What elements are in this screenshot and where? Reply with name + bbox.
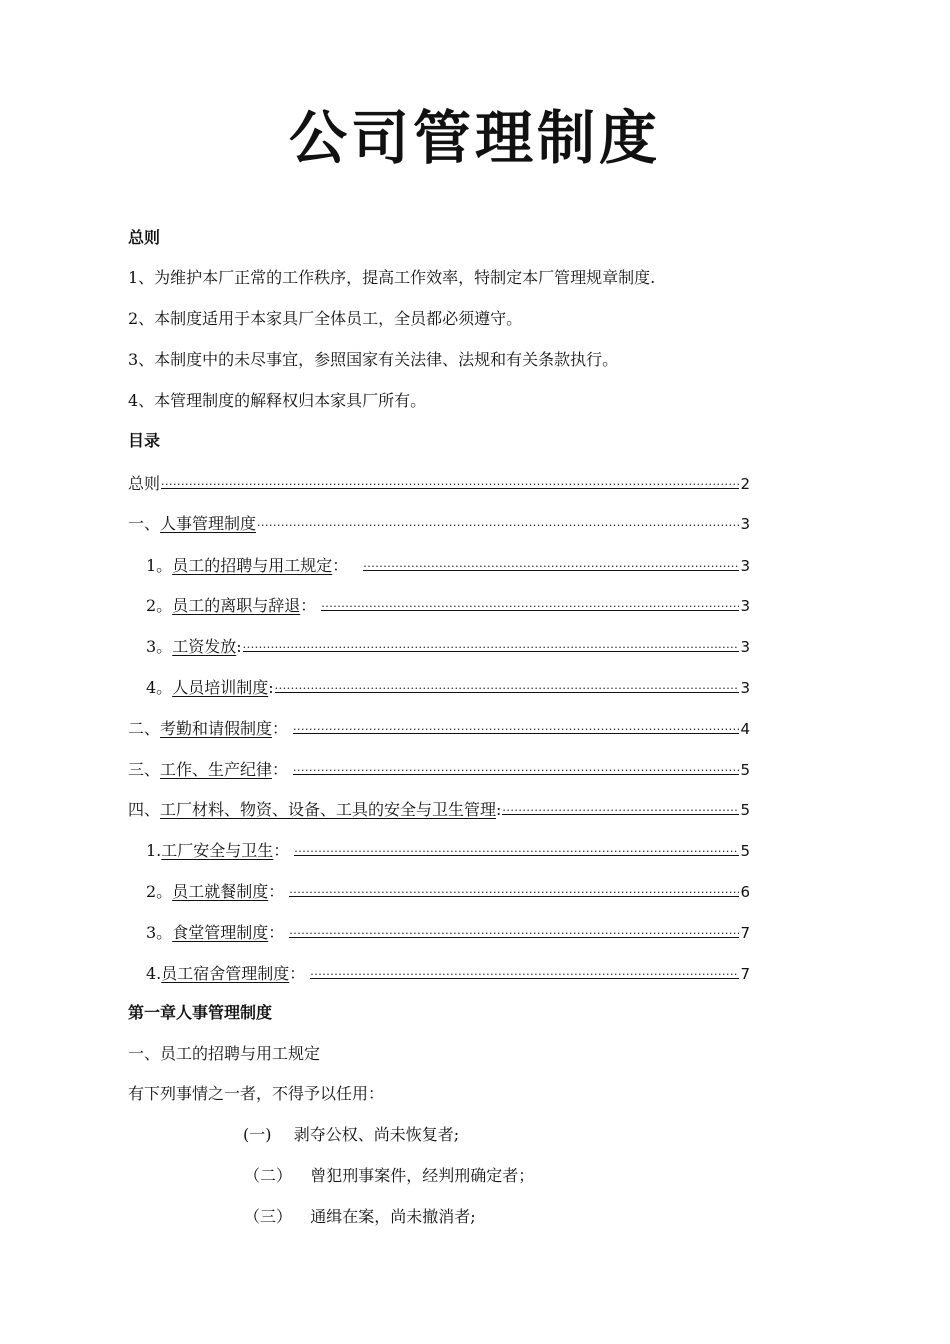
toc-entry-label[interactable]: 总则 — [128, 474, 161, 493]
toc-entry[interactable] — [146, 960, 750, 986]
general-item-3: 3、本制度中的未尽事宜，参照国家有关法律、法规和有关条款执行。 — [128, 350, 619, 369]
toc-entry-number: 一、 — [128, 514, 161, 533]
toc-entry-label[interactable]: 工资发放 — [172, 637, 237, 656]
toc-entry-separator: ： — [272, 760, 289, 779]
toc-entry-separator: : — [236, 637, 242, 656]
toc-entry-label[interactable]: 员工就餐制度 — [172, 882, 269, 901]
toc-leader-dots — [293, 756, 739, 775]
toc-entry[interactable] — [128, 511, 750, 536]
toc-leader-dots — [289, 878, 739, 897]
toc-leader-dots — [275, 674, 740, 693]
list-item-number: (一) — [243, 1125, 272, 1144]
general-heading: 总则 — [128, 228, 161, 247]
section-intro: 有下列事情之一者，不得予以任用： — [128, 1084, 385, 1103]
toc-entry-separator: ： — [268, 923, 285, 942]
list-item — [243, 1123, 459, 1147]
toc-entry-label[interactable]: 考勤和请假制度 — [160, 719, 273, 738]
toc-entry-number: 4。 — [146, 678, 173, 697]
toc-leader-dots — [502, 796, 739, 815]
toc-entry-page[interactable]: 6 — [740, 883, 750, 901]
document-title: 公司管理制度 — [288, 104, 661, 172]
toc-leader-dots — [294, 837, 739, 856]
toc-leader-dots — [363, 552, 739, 571]
toc-entry-number: 四、 — [128, 800, 161, 819]
toc-entry-page[interactable]: 3 — [740, 557, 750, 575]
toc-entry-page[interactable]: 5 — [740, 761, 750, 779]
list-item-text: 曾犯刑事案件，经判刑确定者； — [310, 1166, 535, 1185]
toc-entry-page[interactable]: 3 — [740, 638, 750, 656]
toc-entry-separator: ： — [268, 882, 285, 901]
toc-leader-dots — [243, 633, 740, 652]
toc-entry[interactable] — [128, 715, 750, 741]
toc-entry-number: 4. — [146, 964, 162, 983]
toc-entry-page[interactable]: 4 — [740, 720, 750, 738]
toc-entry[interactable] — [146, 552, 750, 578]
list-item-number: （三） — [244, 1207, 293, 1226]
list-item-number: （二） — [244, 1166, 293, 1185]
toc-entry-page[interactable]: 2 — [740, 475, 750, 493]
toc-entry-number: 3。 — [146, 637, 173, 656]
general-item-2: 2、本制度适用于本家具厂全体员工，全员都必须遵守。 — [128, 309, 523, 328]
toc-leader-dots — [293, 715, 739, 734]
toc-entry[interactable] — [146, 878, 750, 904]
toc-entry-number: 1. — [146, 841, 162, 860]
toc-entry-number: 二、 — [128, 719, 161, 738]
toc-entry-number: 三、 — [128, 760, 161, 779]
toc-leader-dots — [257, 511, 739, 529]
toc-entry-label[interactable]: 工厂安全与卫生 — [161, 841, 274, 860]
toc-entry-label[interactable]: 工作、生产纪律 — [160, 760, 273, 779]
toc-entry-page[interactable]: 7 — [740, 965, 750, 983]
general-item-1: 1、为维护本厂正常的工作秩序，提高工作效率，特制定本厂管理规章制度. — [128, 268, 656, 287]
section-heading: 一、员工的招聘与用工规定 — [128, 1044, 321, 1063]
chapter-heading: 第一章人事管理制度 — [128, 1003, 273, 1022]
toc-entry-page[interactable]: 5 — [740, 842, 750, 860]
toc-entry-separator: ： — [300, 596, 317, 615]
toc-entry[interactable] — [146, 633, 750, 659]
toc-entry-label[interactable]: 员工的离职与辞退 — [172, 596, 301, 615]
toc-entry-separator: ： — [289, 964, 306, 983]
toc-entry-page[interactable]: 3 — [740, 515, 750, 533]
toc-leader-dots — [310, 960, 739, 979]
toc-entry-number: 3。 — [146, 923, 173, 942]
list-item — [244, 1205, 476, 1229]
toc-entry-separator: ： — [272, 719, 289, 738]
toc-entry-page[interactable]: 5 — [740, 801, 750, 819]
toc-entry[interactable] — [128, 756, 750, 782]
toc-entry-label[interactable]: 员工宿舍管理制度 — [161, 964, 290, 983]
toc-entry-separator: ： — [332, 556, 349, 575]
list-item-text: 通缉在案，尚未撤消者; — [310, 1207, 476, 1226]
toc-entry[interactable] — [146, 919, 750, 945]
toc-entry-label[interactable]: 员工的招聘与用工规定 — [172, 556, 333, 575]
list-item-text: 剥夺公权、尚未恢复者; — [293, 1125, 460, 1144]
toc-entry-label[interactable]: 人事管理制度 — [160, 514, 257, 533]
toc-entry-number: 2。 — [146, 882, 173, 901]
toc-leader-dots — [289, 919, 739, 938]
list-item — [244, 1164, 534, 1188]
toc-entry[interactable] — [146, 837, 750, 863]
toc-entry-page[interactable]: 7 — [740, 924, 750, 942]
toc-entry-separator: : — [268, 678, 274, 697]
toc-heading: 目录 — [128, 431, 161, 450]
general-item-4: 4、本管理制度的解释权归本家具厂所有。 — [128, 391, 427, 410]
toc-entry-page[interactable]: 3 — [740, 597, 750, 615]
toc-entry-page[interactable]: 3 — [740, 679, 750, 697]
toc-entry-label[interactable]: 食堂管理制度 — [172, 923, 269, 942]
toc-entry[interactable] — [128, 470, 750, 496]
toc-entry[interactable] — [146, 592, 750, 618]
toc-entry[interactable] — [128, 796, 750, 822]
toc-leader-dots — [321, 592, 739, 611]
toc-entry[interactable] — [146, 674, 750, 700]
toc-entry-label[interactable]: 工厂材料、物资、设备、工具的安全与卫生管理 — [160, 800, 497, 819]
toc-entry-label[interactable]: 人员培训制度 — [172, 678, 269, 697]
toc-entry-separator: ： — [273, 841, 290, 860]
toc-entry-number: 1。 — [146, 556, 173, 575]
toc-leader-dots — [161, 470, 739, 489]
toc-entry-number: 2。 — [146, 596, 173, 615]
toc-entry-separator: : — [496, 800, 502, 819]
